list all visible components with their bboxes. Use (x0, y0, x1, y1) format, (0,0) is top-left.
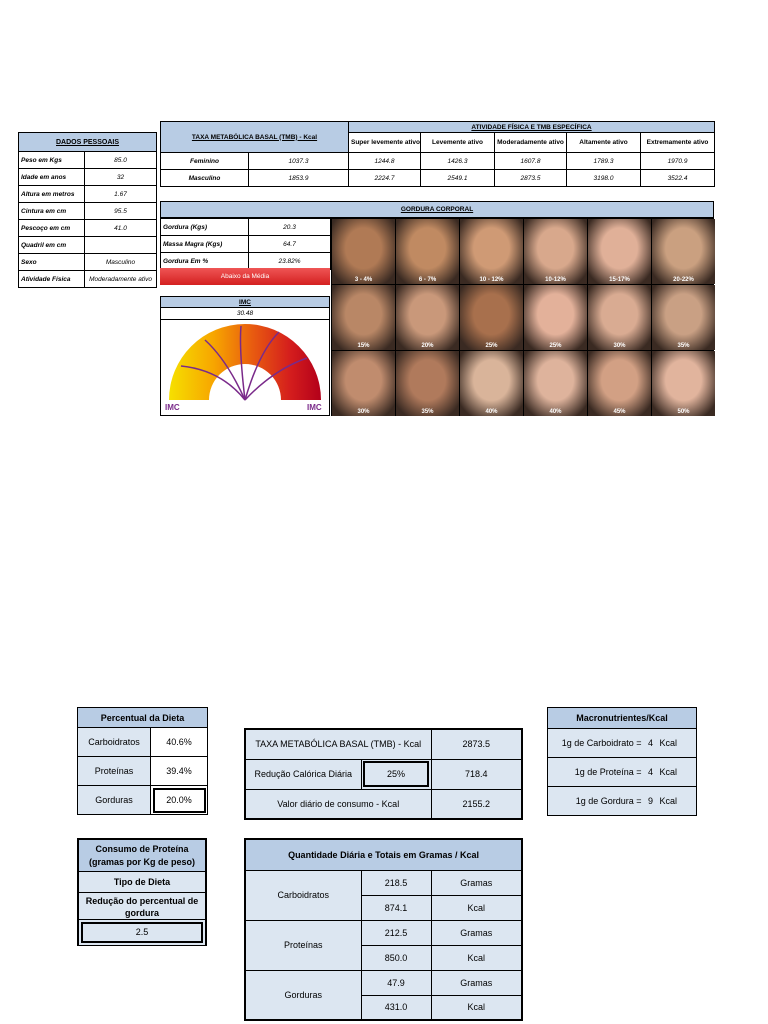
body-fat-photo-label: 3 - 4% (354, 277, 373, 283)
carb-g: 218.5 (361, 870, 431, 895)
row-label: Pescoço em cm (19, 220, 85, 237)
body-fat-photo (588, 219, 651, 284)
atividade-value[interactable]: Moderadamente ativo (85, 271, 157, 288)
body-fat-photo-label: 40% (485, 409, 498, 415)
body-fat-photo-label: 15-17% (609, 277, 630, 283)
dados-pessoais-title: DADOS PESSOAIS (19, 133, 157, 152)
tmb-value: 3198.0 (567, 170, 641, 187)
gordura-pct-value: 23.82% (249, 253, 331, 270)
body-fat-photo-label: 45% (613, 409, 626, 415)
unit-g: Gramas (431, 970, 522, 995)
macro-title: Macronutrientes/Kcal (548, 708, 697, 729)
row-label: Peso em Kgs (19, 152, 85, 169)
body-fat-photo (396, 351, 459, 416)
imc-logo-right: IMC (307, 403, 322, 412)
macro-label: 1g de Carboidrato = (548, 729, 644, 758)
body-fat-photos (331, 218, 714, 416)
body-fat-photo-label: 30% (613, 343, 626, 349)
imc-value: 30.48 (160, 308, 330, 320)
row-label: Idade em anos (19, 169, 85, 186)
tmb-value: 1970.9 (641, 153, 715, 170)
proteina-block (77, 838, 207, 946)
macro-table (547, 707, 697, 816)
sexo-value[interactable]: Masculino (85, 254, 157, 271)
body-fat-photo (652, 285, 715, 350)
body-fat-photo-label: 50% (677, 409, 690, 415)
altura-value[interactable]: 1.67 (85, 186, 157, 203)
tmb-value: 1607.8 (495, 153, 567, 170)
row-label: TAXA METABÓLICA BASAL (TMB) - Kcal (245, 729, 431, 759)
macro-unit: Kcal (658, 729, 697, 758)
body-fat-photo (652, 219, 715, 284)
body-fat-photo-label: 30% (357, 409, 370, 415)
body-fat-photo-label: 20% (421, 343, 434, 349)
macro-n: 4 (644, 729, 658, 758)
body-fat-photo (332, 219, 395, 284)
row-label: Feminino (161, 153, 249, 170)
gord-g: 47.9 (361, 970, 431, 995)
macro-unit: Kcal (658, 787, 697, 816)
body-fat-photo (524, 285, 587, 350)
tmb-value: 1426.3 (421, 153, 495, 170)
percentual-dieta-table (77, 707, 208, 815)
group-label: Gorduras (245, 970, 361, 1020)
body-fat-photo (524, 219, 587, 284)
gordura-status: Abaixo da Média (160, 268, 330, 285)
tmb-value: 3522.4 (641, 170, 715, 187)
row-label: Masculino (161, 170, 249, 187)
imc-logo-left: IMC (165, 403, 180, 412)
body-fat-photo (460, 351, 523, 416)
body-fat-photo (396, 219, 459, 284)
massa-magra-value: 64.7 (249, 236, 331, 253)
group-label: Proteínas (245, 920, 361, 970)
tmb-value: 1853.9 (249, 170, 349, 187)
tmb-diet-value: 2873.5 (431, 729, 522, 759)
tmb-value: 2224.7 (349, 170, 421, 187)
macro-n: 4 (644, 758, 658, 787)
col-header: Moderadamente ativo (495, 133, 567, 153)
tmb-value: 2873.5 (495, 170, 567, 187)
unit-kcal: Kcal (431, 945, 522, 970)
gordura-title: GORDURA CORPORAL (160, 201, 714, 218)
unit-kcal: Kcal (431, 895, 522, 920)
row-label: Gordura (Kgs) (161, 219, 249, 236)
row-label: Redução Calórica Diária (245, 759, 361, 789)
gord-kcal: 431.0 (361, 995, 431, 1020)
prot-kcal: 850.0 (361, 945, 431, 970)
row-label: Gorduras (78, 786, 151, 815)
idade-value[interactable]: 32 (85, 169, 157, 186)
body-fat-photo (460, 285, 523, 350)
tmb-value: 2549.1 (421, 170, 495, 187)
body-fat-photo-label: 25% (549, 343, 562, 349)
cintura-value[interactable]: 95.5 (85, 203, 157, 220)
row-label: Altura em metros (19, 186, 85, 203)
carb-kcal: 874.1 (361, 895, 431, 920)
col-header: Altamente ativo (567, 133, 641, 153)
body-fat-photo-label: 6 - 7% (418, 277, 437, 283)
row-label: Valor diário de consumo - Kcal (245, 789, 431, 819)
tipo-dieta-label: Tipo de Dieta (79, 872, 205, 893)
col-header: Extremamente ativo (641, 133, 715, 153)
dados-pessoais-table (18, 132, 157, 288)
tmb-value: 1037.3 (249, 153, 349, 170)
unit-g: Gramas (431, 920, 522, 945)
body-fat-photo (332, 351, 395, 416)
tmb-value: 1244.8 (349, 153, 421, 170)
row-label: Atividade Física (19, 271, 85, 288)
body-fat-photo (396, 285, 459, 350)
body-fat-photo-label: 35% (677, 343, 690, 349)
body-fat-photo (652, 351, 715, 416)
proteina-value[interactable]: 2.5 (79, 920, 205, 945)
imc-gauge (160, 320, 330, 416)
tmb-value: 1789.3 (567, 153, 641, 170)
unit-g: Gramas (431, 870, 522, 895)
activity-title: ATIVIDADE FÍSICA E TMB ESPECÍFICA (349, 122, 715, 133)
quantidade-title: Quantidade Diária e Totais em Gramas / Kcal (245, 839, 522, 870)
body-fat-photo-label: 25% (485, 343, 498, 349)
tipo-dieta-value[interactable]: Redução do percentual de gordura (79, 893, 205, 920)
body-fat-photo (332, 285, 395, 350)
row-label: Cintura em cm (19, 203, 85, 220)
macro-label: 1g de Gordura = (548, 787, 644, 816)
macro-n: 9 (644, 787, 658, 816)
gord-pct[interactable]: 20.0% (151, 786, 208, 815)
tmb-table (160, 121, 715, 187)
unit-kcal: Kcal (431, 995, 522, 1020)
gordura-kg-value: 20.3 (249, 219, 331, 236)
prot-g: 212.5 (361, 920, 431, 945)
gordura-table (160, 218, 331, 270)
imc-title: IMC (160, 296, 330, 308)
body-fat-photo-label: 15% (357, 343, 370, 349)
body-fat-photo-label: 10-12% (545, 277, 566, 283)
row-label: Gordura Em % (161, 253, 249, 270)
row-label: Massa Magra (Kgs) (161, 236, 249, 253)
consumo-value: 2155.2 (431, 789, 522, 819)
reducao-value: 718.4 (431, 759, 522, 789)
body-fat-photo (588, 351, 651, 416)
reducao-pct[interactable]: 25% (361, 759, 431, 789)
quadril-value[interactable] (85, 237, 157, 254)
prot-pct[interactable]: 39.4% (151, 757, 208, 786)
group-label: Carboidratos (245, 870, 361, 920)
body-fat-photo-label: 10 - 12% (479, 277, 504, 283)
body-fat-photo-label: 35% (421, 409, 434, 415)
tmb-diet-table (244, 728, 523, 820)
body-fat-photo (588, 285, 651, 350)
col-header: Levemente ativo (421, 133, 495, 153)
proteina-title: Consumo de Proteína (gramas por Kg de peso) (79, 840, 205, 872)
row-label: Quadril em cm (19, 237, 85, 254)
row-label: Carboidratos (78, 728, 151, 757)
row-label: Proteínas (78, 757, 151, 786)
tmb-title: TAXA METABÓLICA BASAL (TMB) - Kcal (161, 122, 349, 153)
macro-unit: Kcal (658, 758, 697, 787)
col-header: Super levemente ativo (349, 133, 421, 153)
peso-value[interactable]: 85.0 (85, 152, 157, 169)
macro-label: 1g de Proteína = (548, 758, 644, 787)
row-label: Sexo (19, 254, 85, 271)
percentual-dieta-title: Percentual da Dieta (78, 708, 208, 728)
quantidade-table (244, 838, 523, 1021)
pescoco-value[interactable]: 41.0 (85, 220, 157, 237)
body-fat-photo-label: 20-22% (673, 277, 694, 283)
body-fat-photo (524, 351, 587, 416)
carb-pct[interactable]: 40.6% (151, 728, 208, 757)
body-fat-photo (460, 219, 523, 284)
body-fat-photo-label: 40% (549, 409, 562, 415)
